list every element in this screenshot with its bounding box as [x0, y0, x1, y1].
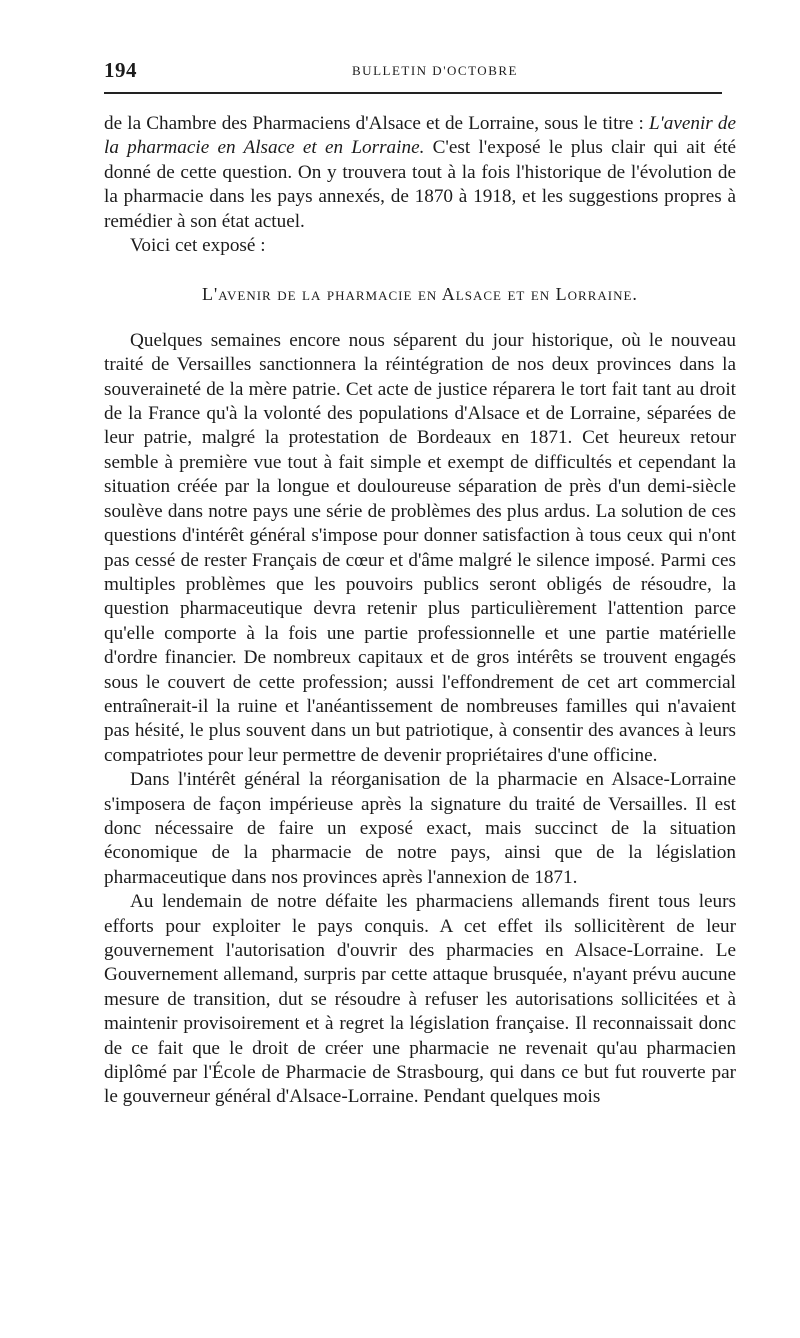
voici-line: Voici cet exposé :: [130, 235, 266, 257]
intro-text-end: C'est l'exposé le plus clair qui ait été donné de cette question. On y trouvera tout à la fois l'historique de l'évolution de la pharmacie dans les pays annexés, de 1870 à 1918, et les suggestions propres à remédier à son état actuel.: [104, 137, 736, 232]
running-title: BULLETIN D'OCTOBRE: [352, 63, 518, 78]
header-rule: [104, 92, 722, 94]
paragraph-1: Quelques semaines encore nous séparent du jour historique, où le nouveau traité de Versailles sanctionnera la réintégration de nos deux provinces dans la souveraineté de la mère patrie. Cet acte de justice réparera le tort fait tant au droit de la France qu'à la volonté des populations d'Alsace et de Lorraine, séparées de leur patrie, malgré la protestation de Bordeaux en 1871. Cet heureux retour semble à première vue tout à fait simple et exempt de difficultés et cependant la situation créée par la longue et douloureuse séparation de près d'un demi-siècle soulève dans notre pays une série de problèmes des plus ardus. La solution de ces questions d'intérêt général s'impose pour donner satisfaction à tous ceux qui n'ont pas cessé de rester Français de cœur et d'âme malgré le silence imposé. Parmi ces multiples problèmes que les pouvoirs publics seront obligés de résoudre, la question pharmaceutique devra retenir plus particulièrement l'attention parce qu'elle comporte à la fois une partie professionnelle et une partie matérielle d'ordre financier. De nombreux capitaux et de gros intérêts se trouvent engagés sous le couvert de cette profession; aussi l'effondrement de cet art commercial entraînerait-il la ruine et l'anéantissement de nombreuses familles qui n'avaient pas hésité, le plus souvent dans un but patriotique, à consentir des avances à leurs compatriotes pour leur permettre de devenir propriétaires d'une officine.: [104, 329, 736, 766]
intro-title-italic: L'avenir de la pharmacie en Alsace et en Lorraine.: [104, 113, 736, 159]
running-head: [104, 58, 736, 84]
intro-paragraph: [104, 112, 736, 234]
page-number: 194: [104, 58, 137, 82]
body-text: [104, 112, 736, 1110]
paragraph-2: Dans l'intérêt général la réorganisation de la pharmacie en Alsace-Lorraine s'imposera de façon impérieuse après la signature du traité de Versailles. Il est donc nécessaire de faire un exposé exact, mais succinct de la situation économique de la pharmacie de notre pays, ainsi que de la législation pharmaceutique dans nos provinces après l'annexion de 1871.: [104, 769, 736, 888]
document-page: [104, 0, 736, 1338]
section-heading: L'avenir de la pharmacie en Alsace et en Lorraine.: [202, 284, 638, 305]
paragraph-3: Au lendemain de notre défaite les pharmaciens allemands firent tous leurs efforts pour exploiter le pays conquis. A cet effet ils sollicitèrent de leur gouvernement l'autorisation d'ouvrir des pharmacies en Alsace-Lorraine. Le Gouvernement allemand, surpris par cette attaque brusquée, n'ayant prévu aucune mesure de transition, dut se résoudre à refuser les autorisations sollicitées et à maintenir provisoirement et à regret la législation française. Il reconnaissait donc de ce fait que le droit de créer une pharmacie ne revenait qu'au pharmacien diplômé par l'École de Pharmacie de Strasbourg, qui dans ce but fut rouverte par le gouverneur général d'Alsace-Lorraine. Pendant quelques mois: [104, 891, 736, 1108]
intro-text-start: de la Chambre des Pharmaciens d'Alsace et de Lorraine, sous le titre :: [104, 113, 649, 134]
